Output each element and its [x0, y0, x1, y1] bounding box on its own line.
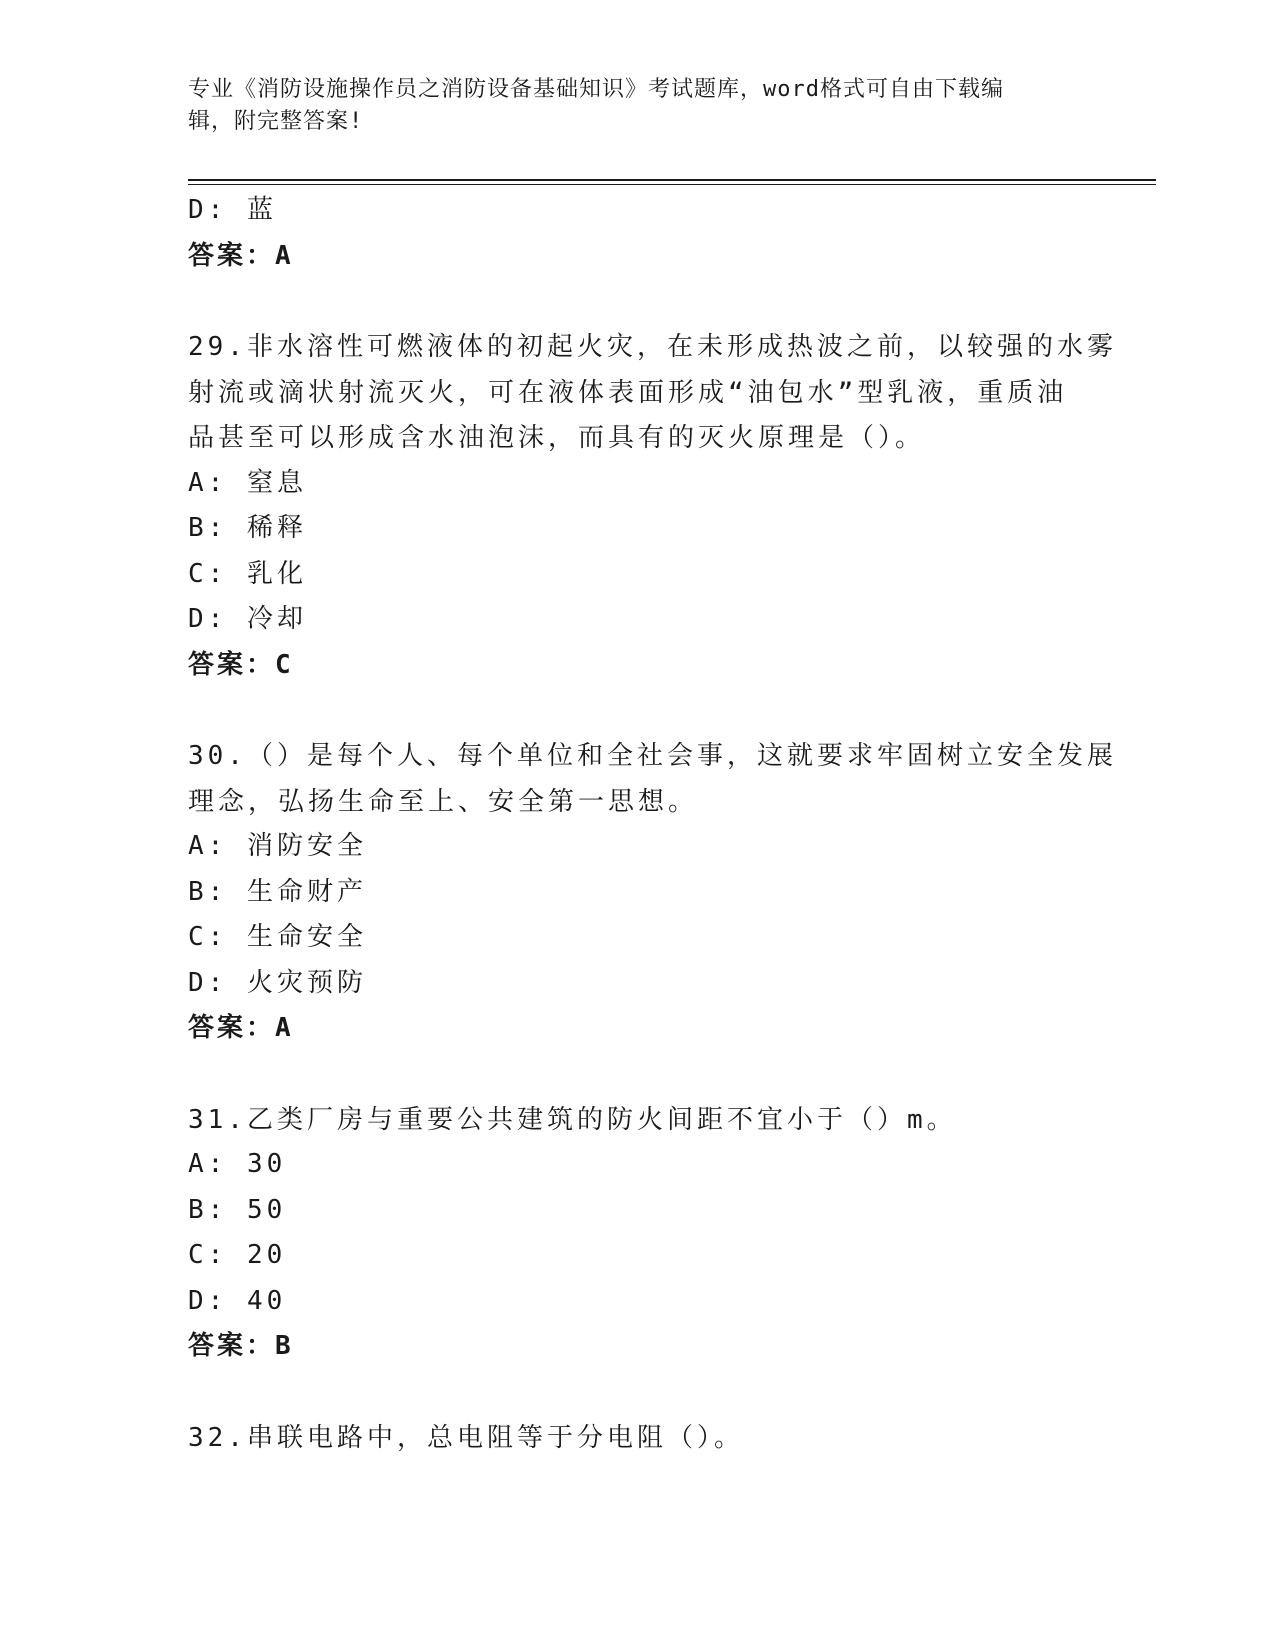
option-c: C: 生命安全 [188, 922, 367, 952]
question-29 [188, 324, 1117, 688]
header-line-2: 辑，附完整答案! [188, 109, 364, 134]
header-line-1: 专业《消防设施操作员之消防设备基础知识》考试题库，word格式可自由下载编 [188, 77, 1004, 102]
option-a: A: 消防安全 [188, 831, 367, 861]
option-b: B: 稀释 [188, 513, 307, 543]
question-stem-line: 理念，弘扬生命至上、安全第一思想。 [188, 786, 699, 817]
answer-line: 答案：B [188, 1331, 294, 1361]
question-stem-line: 品甚至可以形成含水油泡沫，而具有的灭火原理是（）。 [188, 423, 926, 453]
question-32 [188, 1415, 1088, 1461]
question-31 [188, 1097, 1088, 1370]
question-content [188, 188, 1117, 1460]
spacer [188, 688, 1088, 733]
option-b: B: 生命财产 [188, 876, 367, 907]
question-stem-line: 32.串联电路中，总电阻等于分电阻（）。 [188, 1422, 744, 1453]
option-d: D: 蓝 [188, 195, 277, 225]
answer-line: 答案：C [188, 649, 294, 680]
option-d: D: 冷却 [188, 604, 307, 634]
question-stem-line: 射流或滴状射流灭火，可在液体表面形成“油包水”型乳液，重质油 [188, 377, 1068, 408]
option-d: D: 40 [188, 1285, 287, 1316]
answer-line: 答案：A [188, 1013, 294, 1043]
header-rule-thick [188, 179, 1156, 181]
option-c: C: 乳化 [188, 558, 307, 589]
question-stem-line: 29.非水溶性可燃液体的初起火灾，在未形成热波之前，以较强的水雾 [188, 332, 1117, 362]
question-30 [188, 733, 1117, 1052]
option-b: B: 50 [188, 1194, 287, 1225]
spacer [188, 279, 1088, 324]
question-stem-line: 31.乙类厂房与重要公共建筑的防火间距不宜小于（）m。 [188, 1104, 957, 1135]
option-a: A: 30 [188, 1149, 287, 1179]
option-c: C: 20 [188, 1240, 287, 1270]
question-stem-line: 30.（）是每个人、每个单位和全社会事，这就要求牢固树立安全发展 [188, 741, 1117, 771]
spacer [188, 1370, 1088, 1415]
spacer [188, 1052, 1088, 1097]
option-a: A: 窒息 [188, 467, 307, 498]
answer-line: 答案：A [188, 240, 294, 271]
option-d: D: 火灾预防 [188, 967, 367, 998]
page-header [188, 74, 1088, 138]
header-rule-thin [188, 184, 1156, 185]
